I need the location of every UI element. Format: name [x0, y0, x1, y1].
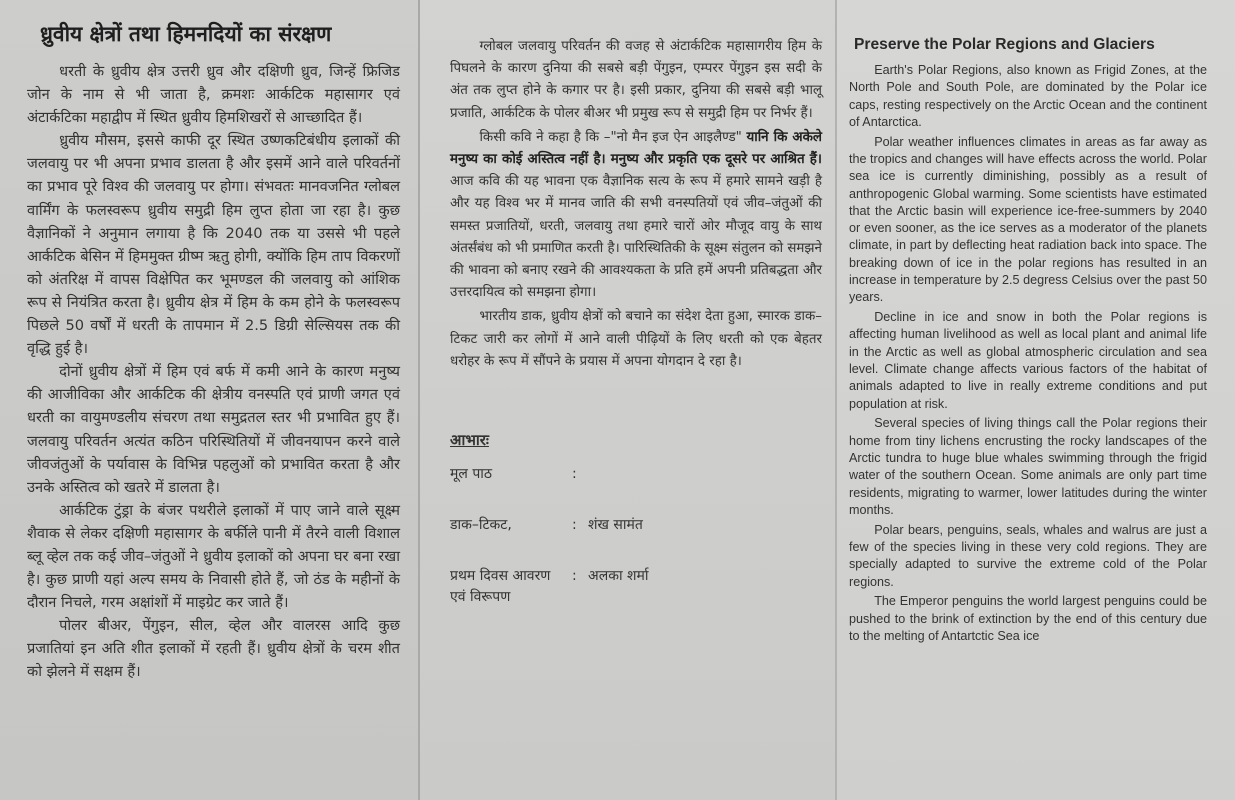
english-paragraph: Several species of living things call the Polar regions their home from tiny lichens encrusting the rocky landscapes of the Arctic tundra to huge blue whales swimming through the frigid water of the southern Ocean. Some animals are only part time residents, migrating to warmer, lower latitudes during the winter months.	[849, 416, 1207, 517]
english-title: Preserve the Polar Regions and Glaciers	[854, 36, 1155, 53]
quote-emphasis: यानि कि अकेले मनुष्य का कोई अस्तित्व नहीं है। मनुष्य और प्रकृति एक दूसरे पर आश्रित हैं।	[450, 129, 822, 168]
hindi-paragraph: ग्लोबल जलवायु परिवर्तन की वजह से अंटार्कटिक महासागरीय हिम के पिघलने के कारण दुनिया की सबसे बड़ी पेंगुइन, एम्परर पेंगुइन इस सदी के अंत तक लुप्त होने के कगार पर है। इसी प्रकार, दुनिया की सबसे बड़ी भालू प्रजाति, आर्कटिक के पोलर बीअर भी प्रमुख रूप से समुद्री हिम पर निर्भर हैं।	[450, 39, 822, 121]
ack-colon: :	[572, 517, 577, 533]
ack-colon: :	[572, 466, 577, 482]
english-paragraph: The Emperor penguins the world largest penguins could be pushed to the brink of extinction by the end of this century due to the melting of Antartctic Sea ice	[849, 594, 1207, 643]
ack-key: मूल पाठ	[450, 466, 493, 482]
ack-row	[450, 515, 830, 536]
hindi-paragraph: आर्कटिक टुंड्रा के बंजर पथरीले इलाकों में पाए जाने वाले सूक्ष्म शैवाक से लेकर दक्षिणी महासागर के बर्फीले पानी में तैरने वाली विशाल ब्लू व्हेल तक कई जीव–जंतुओं ने ध्रुवीय इलाकों को अपना घर बना रखा है। कुछ प्राणी यहां अल्प समय के निवासी होते हैं, जो ठंड के महीनों के दौरान निचले, गरम अक्षांशों में माइग्रेट कर जाते हैं।	[27, 501, 400, 612]
hindi-paragraph: धरती के ध्रुवीय क्षेत्र उत्तरी ध्रुव और दक्षिणी ध्रुव, जिन्हें फ्रिजिड जोन के नाम से भी जाता है, क्रमशः आर्कटिक महासागर एवं अंटार्कटिका महाद्वीप में स्थित ध्रुवीय हिमशिखरों से आच्छादित हैं।	[27, 63, 400, 127]
hindi-text-column-2	[450, 36, 822, 373]
acknowledgements-heading: आभारः	[450, 431, 489, 449]
ack-row	[450, 566, 830, 608]
hindi-paragraph: पोलर बीअर, पेंगुइन, सील, व्हेल और वालरस आदि कुछ प्रजातियां इन अति शीत इलाकों में रहती हैं। ध्रुवीय क्षेत्रों के चरम शीत को झेलने में सक्षम हैं।	[27, 617, 400, 681]
ack-value	[588, 464, 830, 485]
ack-row	[450, 464, 830, 485]
hindi-paragraph: दोनों ध्रुवीय क्षेत्रों में हिम एवं बर्फ में कमी आने के कारण मनुष्य की आजीविका और आर्कटिक की क्षेत्रीय वनस्पति एवं प्राणी जगत एवं धरती का वायुमण्डलीय संचरण तथा समुद्रतल स्तर भी प्रभावित हुए हैं। जलवायु परिवर्तन अत्यंत कठिन परिस्थितियों में जीवनयापन करने वाले जीवजंतुओं के पर्यावास के विभिन्न पहलुओं को प्रभावित करता है और उनके अस्तित्व को खतरे में डालता है।	[27, 363, 400, 496]
hindi-panel-middle	[420, 0, 837, 800]
ack-colon: :	[572, 568, 577, 584]
english-paragraph: Polar bears, penguins, seals, whales and walrus are just a few of the species living in these very cold regions. They are specially adapted to survive the extreme cold of the Polar regions.	[849, 522, 1207, 589]
ack-key	[450, 566, 572, 608]
ack-key: डाक–टिकट,	[450, 517, 512, 533]
english-panel	[837, 0, 1235, 800]
ack-value: शंख सामंत	[588, 517, 643, 533]
ack-key-line-1: प्रथम दिवस आवरण	[450, 568, 551, 584]
hindi-paragraph: ध्रुवीय मौसम, इससे काफी दूर स्थित उष्णकटिबंधीय इलाकों की जलवायु पर भी अपना प्रभाव डालता है और इसमें आने वाले परिवर्तनों का प्रभाव पूरे विश्व की जलवायु पर होगा। संभवतः मानवजनित ग्लोबल वार्मिंग के फलस्वरूप ध्रुवीय समुद्री हिम लुप्त होता जा रहा है। कुछ वैज्ञानिकों ने अनुमान लगाया है कि 2040 तक या उससे भी पहले आर्कटिक बेसिन में हिममुक्त ग्रीष्म ऋतु होगी, क्योंकि हिम ताप विकरणों को अंतरिक्ष में वापस विक्षेपित कर भूमण्डल की जलवायु को आंशिक रूप से नियंत्रित करता है। ध्रुवीय क्षेत्र में हिम के कम होने के फलस्वरूप पिछले 50 वर्षों में धरती के तापमान में 2.5 डिग्री सेल्सियस तक की वृद्धि हुई है।	[27, 132, 400, 358]
quote-continuation: आज कवि की यह भावना एक वैज्ञानिक सत्य के रूप में हमारे सामने खड़ी है और यह विश्व भर में मानव जाति की सभी वनस्पतियों एवं जीव–जंतुओं की समस्त प्रजातियों, धरती, जलवायु तथा हमारे चारों ओर मौजूद वायु के साथ अंतर्संबंध को भी प्रमाणित करती है। पारिस्थितिकी के सूक्ष्म संतुलन को समझने की भावना को बनाए रखने की आवश्यकता के प्रति हमें अपनी प्रतिबद्धता और उत्तरदायित्व को समझना होगा।	[450, 174, 822, 301]
hindi-title: ध्रुवीय क्षेत्रों तथा हिमनदियों का संरक्षण	[40, 22, 332, 46]
ack-value: अलका शर्मा	[588, 568, 649, 584]
hindi-paragraph-quote	[450, 127, 822, 305]
english-paragraph: Decline in ice and snow in both the Polar regions is affecting human livelihood as well as local plant and animal life in the Arctic as well as global atmospheric circulation and sea level. Climate change affects various factors of the habitat of animals adapted to live in really extreme conditions and put population at risk.	[849, 310, 1207, 411]
quote-intro: किसी कवि ने कहा है कि –"नो मैन इज ऐन आइलैण्ड"	[479, 129, 747, 145]
english-paragraph: Polar weather influences climates in areas as far away as the tropics and changes will have effects across the world. Polar sea ice is currently diminishing, possibly as a result of anthropogenic Global warming. Some scientists have estimated that the Arctic basin will experience ice-free-summers by 2040 or even sooner, as the ice serves as a moderator of the planets climate, in part by deflecting heat radiation back into space. The breaking down of ice in the polar regions has resulted in an increase in temperature by 2.5 degress Celsius over the past 50 years.	[849, 134, 1207, 305]
hindi-panel-left	[0, 0, 420, 800]
ack-key-line-2: एवं विरूपण	[450, 589, 511, 605]
acknowledgements	[450, 430, 830, 608]
english-text-column	[849, 62, 1207, 648]
english-paragraph: Earth's Polar Regions, also known as Frigid Zones, at the North Pole and South Pole, are dominated by the Polar ice caps, resting respectively on the Arctic Ocean and the continent of Antarctica.	[849, 63, 1207, 129]
hindi-text-column-1	[27, 60, 400, 684]
hindi-paragraph: भारतीय डाक, ध्रुवीय क्षेत्रों को बचाने का संदेश देता हुआ, स्मारक डाक–टिकट जारी कर लोगों में आने वाली पीढ़ियों के लिए धरती को एक बेहतर धरोहर के रूप में सौंपने के प्रयास में अपना योगदान दे रहा है।	[450, 309, 822, 369]
